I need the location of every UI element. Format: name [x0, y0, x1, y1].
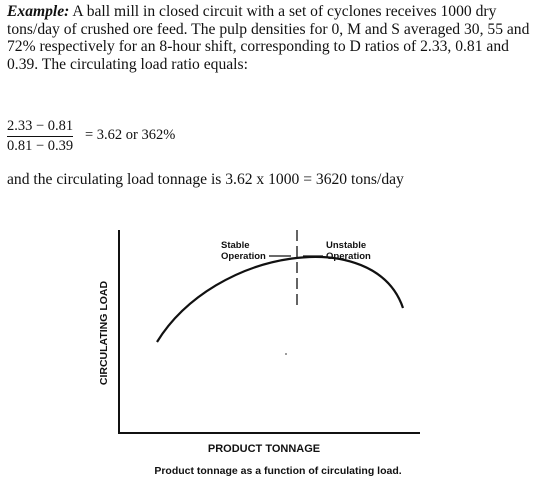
equation-result: = 3.62 or 362% [85, 127, 176, 143]
performance-curve [157, 257, 403, 342]
stable-label-line1: Stable [221, 240, 250, 251]
x-axis-label: PRODUCT TONNAGE [207, 443, 321, 455]
stray-dot [285, 353, 287, 355]
stable-label-line2: Operation [221, 251, 266, 262]
tonnage-sentence: and the circulating load tonnage is 3.62 x 1000 = 3620 tons/day [7, 171, 404, 188]
example-text: A ball mill in closed circuit with a set of cyclones receives 1000 dry tons/day of crushed ore feed. The pulp densities for 0, M and S averaged 30, 55 and 72% respectively for an 8-hour shift, corresponding to D ratios of 2.33, 0.81 and 0.39. The circulating load ratio equals: [7, 3, 530, 73]
example-label: Example: [7, 3, 70, 20]
figure-caption: Product tonnage as a function of circulating load. [154, 465, 402, 477]
y-axis-label: CIRCULATING LOAD [98, 280, 110, 386]
equation-numerator: 2.33 − 0.81 [7, 118, 73, 137]
unstable-label-line2: Operation [326, 251, 371, 262]
unstable-label-line1: Unstable [326, 240, 367, 251]
equation-denominator: 0.81 − 0.39 [7, 138, 74, 154]
